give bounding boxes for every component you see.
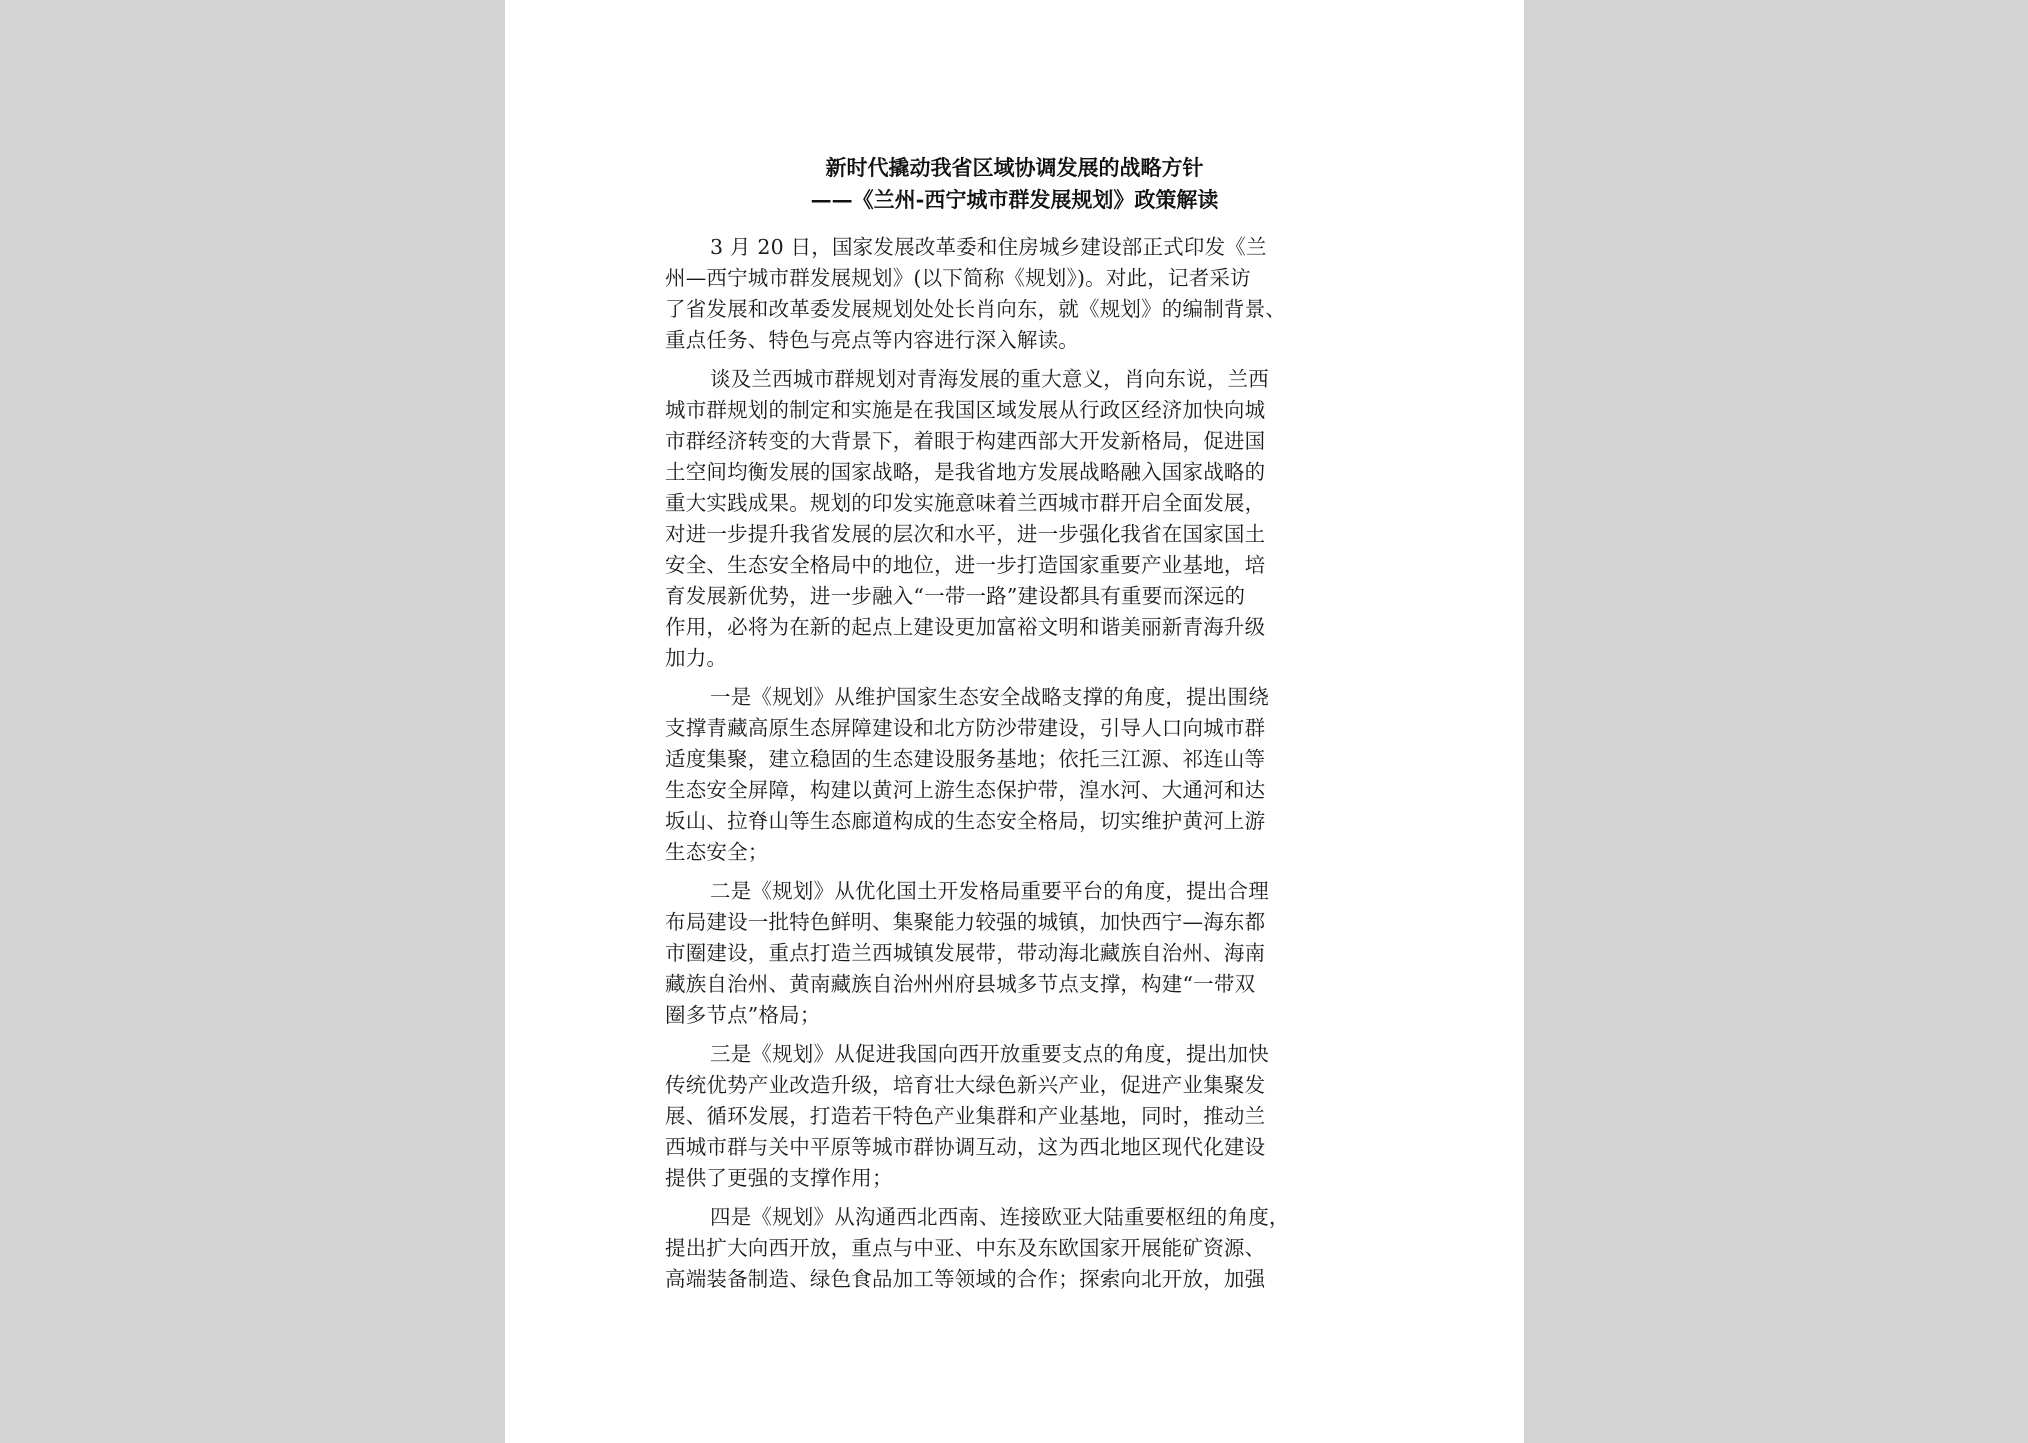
- text-line: 作用，必将为在新的起点上建设更加富裕文明和谐美丽新青海升级: [665, 615, 1266, 639]
- text-line: 提出扩大向西开放，重点与中亚、中东及东欧国家开展能矿资源、: [665, 1236, 1266, 1260]
- text-line: 3 月 20 日，国家发展改革委和住房城乡建设部正式印发《兰: [710, 235, 1267, 259]
- text-line: 二是《规划》从优化国土开发格局重要平台的角度，提出合理: [710, 879, 1269, 903]
- text-line: 展、循环发展，打造若干特色产业集群和产业基地，同时，推动兰: [665, 1104, 1266, 1128]
- text-line: 三是《规划》从促进我国向西开放重要支点的角度，提出加快: [710, 1042, 1269, 1066]
- text-line: 生态安全；: [665, 840, 769, 864]
- text-line: 州—西宁城市群发展规划》(以下简称《规划》)。对此，记者采访: [665, 266, 1251, 290]
- text-line: 高端装备制造、绿色食品加工等领域的合作；探索向北开放，加强: [665, 1267, 1266, 1291]
- document-body: [665, 232, 1375, 1303]
- text-line: 支撑青藏高原生态屏障建设和北方防沙带建设，引导人口向城市群: [665, 716, 1266, 740]
- text-line: 适度集聚，建立稳固的生态建设服务基地；依托三江源、祁连山等: [665, 747, 1266, 771]
- text-line: 布局建设一批特色鲜明、集聚能力较强的城镇，加快西宁—海东都: [665, 910, 1266, 934]
- text-line: 坂山、拉脊山等生态廊道构成的生态安全格局，切实维护黄河上游: [665, 809, 1266, 833]
- text-line: 市群经济转变的大背景下，着眼于构建西部大开发新格局，促进国: [665, 429, 1266, 453]
- paragraph-point-two: [665, 876, 1375, 1031]
- paragraph-intro: [665, 232, 1375, 356]
- text-line: 加力。: [665, 646, 728, 670]
- text-line: 土空间均衡发展的国家战略，是我省地方发展战略融入国家战略的: [665, 460, 1266, 484]
- text-line: 市圈建设，重点打造兰西城镇发展带，带动海北藏族自治州、海南: [665, 941, 1266, 965]
- text-line: 对进一步提升我省发展的层次和水平，进一步强化我省在国家国土: [665, 522, 1266, 546]
- paragraph-point-one: [665, 682, 1375, 868]
- document-subtitle: ——《兰州-西宁城市群发展规划》政策解读: [810, 187, 1219, 212]
- text-line: 一是《规划》从维护国家生态安全战略支撑的角度，提出围绕: [710, 685, 1269, 709]
- text-line: 藏族自治州、黄南藏族自治州州府县城多节点支撑，构建“一带双: [665, 972, 1256, 996]
- text-line: 四是《规划》从沟通西北西南、连接欧亚大陆重要枢纽的角度，: [710, 1205, 1290, 1229]
- text-line: 西城市群与关中平原等城市群协调互动，这为西北地区现代化建设: [665, 1135, 1266, 1159]
- document-page: [505, 0, 1524, 1443]
- text-line: 传统优势产业改造升级，培育壮大绿色新兴产业，促进产业集聚发: [665, 1073, 1266, 1097]
- text-line: 了省发展和改革委发展规划处处长肖向东，就《规划》的编制背景、: [665, 297, 1286, 321]
- paragraph-point-four: [665, 1202, 1375, 1295]
- text-line: 重点任务、特色与亮点等内容进行深入解读。: [665, 328, 1079, 352]
- text-line: 育发展新优势，进一步融入“一带一路”建设都具有重要而深远的: [665, 584, 1246, 608]
- paragraph-significance: [665, 364, 1375, 674]
- paragraph-point-three: [665, 1039, 1375, 1194]
- text-line: 城市群规划的制定和实施是在我国区域发展从行政区经济加快向城: [665, 398, 1266, 422]
- text-line: 提供了更强的支撑作用；: [665, 1166, 893, 1190]
- text-line: 圈多节点”格局；: [665, 1003, 821, 1027]
- text-line: 生态安全屏障，构建以黄河上游生态保护带，湟水河、大通河和达: [665, 778, 1266, 802]
- text-line: 安全、生态安全格局中的地位，进一步打造国家重要产业基地，培: [665, 553, 1266, 577]
- document-title: 新时代撬动我省区域协调发展的战略方针: [825, 155, 1204, 180]
- text-line: 重大实践成果。规划的印发实施意味着兰西城市群开启全面发展，: [665, 491, 1266, 515]
- text-line: 谈及兰西城市群规划对青海发展的重大意义，肖向东说，兰西: [710, 367, 1269, 391]
